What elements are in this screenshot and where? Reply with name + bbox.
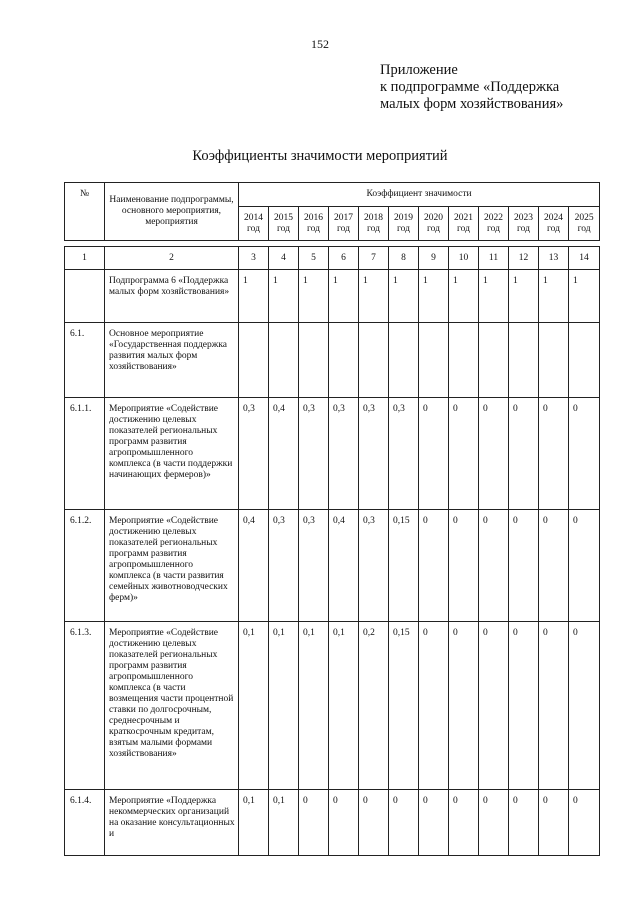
coefficient-value: 1 bbox=[299, 270, 329, 323]
column-number: 10 bbox=[449, 247, 479, 270]
coefficient-value: 0,1 bbox=[329, 622, 359, 790]
header-year: 2021 год bbox=[449, 207, 479, 241]
coefficient-value bbox=[419, 323, 449, 398]
coefficient-value: 0,1 bbox=[269, 622, 299, 790]
coefficient-value: 0,3 bbox=[239, 398, 269, 510]
coefficient-value: 0 bbox=[389, 790, 419, 856]
coefficient-value: 1 bbox=[509, 270, 539, 323]
row-code: 6.1.1. bbox=[65, 398, 105, 510]
row-name: Мероприятие «Поддержка некоммерческих организаций на оказание консультационных и bbox=[105, 790, 239, 856]
coefficient-value: 1 bbox=[539, 270, 569, 323]
coefficient-value: 0,4 bbox=[269, 398, 299, 510]
row-name: Мероприятие «Содействие достижению целевых показателей региональных программ развития агропромышленного комплекса (в части развития семейных животноводческих ферм)» bbox=[105, 510, 239, 622]
coefficient-value: 1 bbox=[419, 270, 449, 323]
coefficient-value: 0 bbox=[539, 622, 569, 790]
header-year: 2018 год bbox=[359, 207, 389, 241]
document-title: Коэффициенты значимости мероприятий bbox=[192, 148, 448, 164]
appendix-line-1: Приложение bbox=[380, 62, 458, 78]
coefficient-value: 1 bbox=[449, 270, 479, 323]
coefficient-value: 0 bbox=[449, 398, 479, 510]
header-year: 2020 год bbox=[419, 207, 449, 241]
coefficient-value bbox=[479, 323, 509, 398]
row-name: Мероприятие «Содействие достижению целевых показателей региональных программ развития агропромышленного комплекса (в части возмещения части процентной ставки по долгосрочным, среднесрочным и краткосрочным кредитам, взятым малыми формами хозяйствования» bbox=[105, 622, 239, 790]
coefficient-value: 0,1 bbox=[299, 622, 329, 790]
table-row bbox=[65, 790, 600, 856]
column-number: 14 bbox=[569, 247, 600, 270]
coefficient-value: 1 bbox=[569, 270, 600, 323]
row-code: 6.1.3. bbox=[65, 622, 105, 790]
coefficient-value: 0 bbox=[449, 510, 479, 622]
coefficient-value: 1 bbox=[479, 270, 509, 323]
coefficient-value bbox=[509, 323, 539, 398]
coefficient-value: 0 bbox=[569, 622, 600, 790]
appendix-line-2: к подпрограмме «Поддержка bbox=[380, 79, 560, 95]
coefficient-value: 0,3 bbox=[389, 398, 419, 510]
coefficient-value: 0 bbox=[419, 790, 449, 856]
coefficient-value: 0 bbox=[509, 510, 539, 622]
table-row bbox=[65, 510, 600, 622]
header-year: 2017 год bbox=[329, 207, 359, 241]
column-number-row bbox=[65, 247, 600, 270]
coefficient-value bbox=[359, 323, 389, 398]
coefficient-value: 0,1 bbox=[269, 790, 299, 856]
coefficient-value bbox=[569, 323, 600, 398]
coefficient-value: 0 bbox=[329, 790, 359, 856]
column-number: 5 bbox=[299, 247, 329, 270]
column-number: 9 bbox=[419, 247, 449, 270]
coefficient-value: 0 bbox=[569, 398, 600, 510]
table-row bbox=[65, 398, 600, 510]
appendix-line-3: малых форм хозяйствования» bbox=[380, 96, 564, 112]
coefficient-value: 0 bbox=[509, 398, 539, 510]
coefficient-value: 0,3 bbox=[299, 510, 329, 622]
header-year: 2015 год bbox=[269, 207, 299, 241]
column-number: 11 bbox=[479, 247, 509, 270]
coefficient-value bbox=[449, 323, 479, 398]
column-number: 6 bbox=[329, 247, 359, 270]
column-number: 4 bbox=[269, 247, 299, 270]
coefficient-value: 0 bbox=[419, 622, 449, 790]
coefficient-value: 0,3 bbox=[359, 510, 389, 622]
coefficients-table bbox=[64, 246, 600, 856]
coefficient-value: 0 bbox=[479, 398, 509, 510]
coefficient-value: 0,1 bbox=[239, 622, 269, 790]
table-row bbox=[65, 622, 600, 790]
row-code: 6.1.4. bbox=[65, 790, 105, 856]
header-year: 2023 год bbox=[509, 207, 539, 241]
coefficient-value: 0,3 bbox=[329, 398, 359, 510]
coefficient-value: 0 bbox=[449, 790, 479, 856]
header-year: 2025 год bbox=[569, 207, 600, 241]
coefficient-value: 0 bbox=[479, 622, 509, 790]
coefficient-value: 0,15 bbox=[389, 622, 419, 790]
column-number: 13 bbox=[539, 247, 569, 270]
coefficient-value bbox=[329, 323, 359, 398]
coefficient-value: 0,3 bbox=[269, 510, 299, 622]
coefficient-value: 0 bbox=[539, 398, 569, 510]
header-name: Наименование подпрограммы, основного мероприятия, мероприятия bbox=[105, 183, 239, 241]
coefficient-value: 0 bbox=[539, 790, 569, 856]
coefficient-value: 1 bbox=[329, 270, 359, 323]
column-number: 12 bbox=[509, 247, 539, 270]
coefficient-value: 0 bbox=[509, 790, 539, 856]
coefficient-value: 0 bbox=[569, 790, 600, 856]
coefficient-value: 0 bbox=[479, 790, 509, 856]
column-number: 1 bbox=[65, 247, 105, 270]
coefficient-value: 0 bbox=[569, 510, 600, 622]
table-row bbox=[65, 323, 600, 398]
coefficient-value: 0 bbox=[449, 622, 479, 790]
coefficient-value: 0 bbox=[419, 510, 449, 622]
column-number: 8 bbox=[389, 247, 419, 270]
column-number: 2 bbox=[105, 247, 239, 270]
header-year: 2022 год bbox=[479, 207, 509, 241]
coefficient-value bbox=[389, 323, 419, 398]
coefficient-value: 0,15 bbox=[389, 510, 419, 622]
coefficient-value bbox=[299, 323, 329, 398]
table-row bbox=[65, 270, 600, 323]
coefficient-value: 0 bbox=[359, 790, 389, 856]
row-code: 6.1. bbox=[65, 323, 105, 398]
table-header bbox=[64, 182, 600, 241]
row-name: Основное мероприятие «Государственная поддержка развития малых форм хозяйствования» bbox=[105, 323, 239, 398]
coefficient-value bbox=[539, 323, 569, 398]
row-name: Подпрограмма 6 «Поддержка малых форм хозяйствования» bbox=[105, 270, 239, 323]
coefficient-value bbox=[239, 323, 269, 398]
column-number: 3 bbox=[239, 247, 269, 270]
header-coefficient: Коэффициент значимости bbox=[239, 183, 600, 207]
coefficient-value: 0,1 bbox=[239, 790, 269, 856]
row-code: 6.1.2. bbox=[65, 510, 105, 622]
coefficient-value: 0 bbox=[299, 790, 329, 856]
row-name: Мероприятие «Содействие достижению целевых показателей региональных программ развития агропромышленного комплекса (в части поддержки начинающих фермеров)» bbox=[105, 398, 239, 510]
coefficient-value: 0 bbox=[509, 622, 539, 790]
coefficient-value: 0,3 bbox=[359, 398, 389, 510]
column-number: 7 bbox=[359, 247, 389, 270]
coefficient-value: 0,3 bbox=[299, 398, 329, 510]
header-number: № bbox=[65, 183, 105, 241]
coefficient-value: 1 bbox=[389, 270, 419, 323]
coefficient-value: 1 bbox=[359, 270, 389, 323]
coefficient-value bbox=[269, 323, 299, 398]
coefficient-value: 0 bbox=[479, 510, 509, 622]
coefficient-value: 0,4 bbox=[329, 510, 359, 622]
header-year: 2019 год bbox=[389, 207, 419, 241]
coefficient-value: 1 bbox=[239, 270, 269, 323]
header-year: 2014 год bbox=[239, 207, 269, 241]
coefficient-value: 0,2 bbox=[359, 622, 389, 790]
page-number: 152 bbox=[311, 37, 329, 51]
coefficient-value: 0 bbox=[539, 510, 569, 622]
coefficient-value: 0 bbox=[419, 398, 449, 510]
header-year: 2016 год bbox=[299, 207, 329, 241]
coefficient-value: 0,4 bbox=[239, 510, 269, 622]
coefficient-value: 1 bbox=[269, 270, 299, 323]
appendix-note bbox=[380, 62, 563, 113]
header-year: 2024 год bbox=[539, 207, 569, 241]
row-code bbox=[65, 270, 105, 323]
